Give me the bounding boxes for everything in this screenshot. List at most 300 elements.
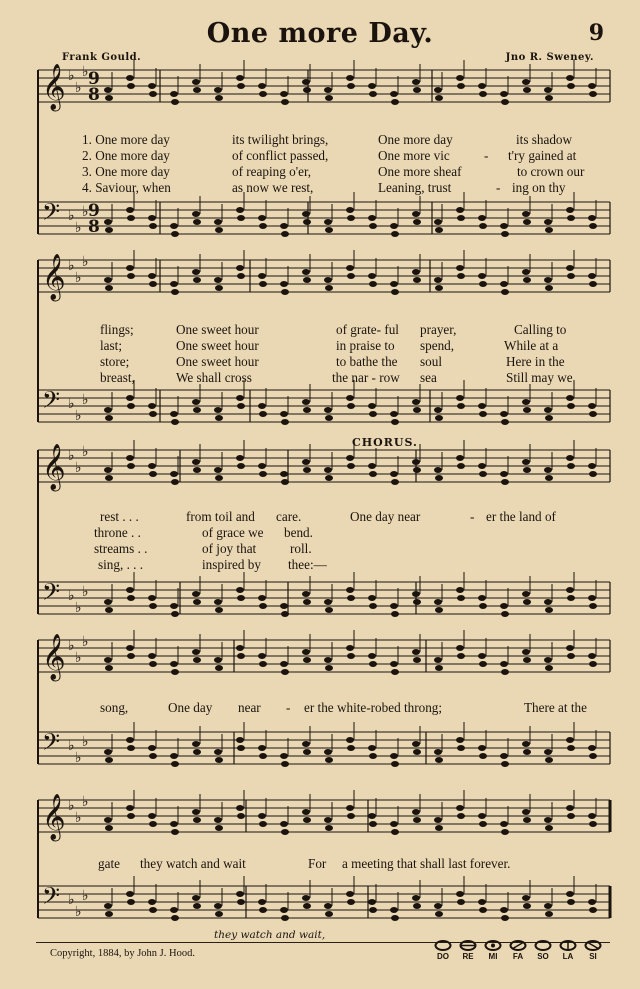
flat-sign-icon: ♭ [75, 600, 82, 616]
note-head [171, 289, 179, 295]
note-head [391, 419, 399, 425]
note-head [148, 215, 156, 221]
solfege-fa [507, 940, 529, 961]
note-head [259, 471, 267, 477]
note-head [589, 411, 597, 417]
lyric-syllable: of grace we [202, 525, 264, 540]
note-head [347, 653, 355, 659]
note-head [325, 607, 333, 613]
note-head [105, 415, 113, 421]
lyric-syllable: to crown our [517, 164, 585, 179]
note-head [413, 407, 421, 413]
note-head [302, 211, 310, 217]
diamond-note-icon [484, 940, 502, 951]
note-head [457, 463, 465, 469]
note-head [105, 665, 113, 671]
note-head [588, 215, 596, 221]
note-head [479, 91, 487, 97]
note-head [148, 745, 156, 751]
note-head [457, 745, 465, 751]
note-head [544, 817, 552, 823]
lyric-line [36, 180, 610, 196]
lyric-line [36, 164, 610, 180]
note-head [237, 813, 245, 819]
note-head [214, 749, 222, 755]
note-head [215, 911, 223, 917]
lyric-syllable: - [470, 509, 475, 524]
note-head [566, 891, 574, 897]
note-head [456, 395, 464, 401]
note-head [237, 83, 245, 89]
treble-clef-icon: 𝄞 [42, 64, 66, 110]
note-head [434, 599, 442, 605]
note-head [126, 75, 134, 81]
note-head [545, 285, 553, 291]
note-head [434, 407, 442, 413]
note-head [566, 455, 574, 461]
copyright-notice: Copyright, 1884, by John J. Hood. [50, 948, 195, 959]
lyric-syllable: - [286, 700, 291, 715]
note-head [193, 87, 201, 93]
note-head [347, 813, 355, 819]
note-head [170, 661, 178, 667]
note-head [171, 419, 179, 425]
note-head [259, 661, 267, 667]
flat-sign-icon: ♭ [82, 584, 89, 600]
note-head [435, 285, 443, 291]
note-head [501, 99, 509, 105]
note-head [523, 467, 531, 473]
note-head [215, 285, 223, 291]
note-head [236, 265, 244, 271]
note-head [325, 475, 333, 481]
note-head [280, 907, 288, 913]
note-head [214, 407, 222, 413]
note-head [522, 809, 530, 815]
note-head [258, 83, 266, 89]
note-head [390, 603, 398, 609]
lyric-syllable: ing on thy [512, 180, 566, 195]
note-head [347, 463, 355, 469]
note-head [149, 661, 157, 667]
flat-sign-icon: ♭ [75, 810, 82, 826]
note-head [324, 657, 332, 663]
note-head [589, 223, 597, 229]
note-head [479, 281, 487, 287]
note-head [544, 277, 552, 283]
note-head [501, 611, 509, 617]
note-head [281, 419, 289, 425]
note-head [456, 891, 464, 897]
note-head [170, 821, 178, 827]
note-head [390, 411, 398, 417]
lyric-syllable: One sweet hour [176, 354, 259, 369]
note-head [280, 471, 288, 477]
note-head [215, 825, 223, 831]
note-head [391, 611, 399, 617]
note-head [258, 595, 266, 601]
flat-sign-icon: ♭ [82, 392, 89, 408]
flat-sign-icon: ♭ [68, 798, 75, 814]
lyric-syllable: a meeting that shall last forever. [342, 856, 511, 871]
note-head [303, 87, 311, 93]
lyric-syllable: sea [420, 370, 437, 385]
note-head [589, 91, 597, 97]
solfege-do [432, 940, 454, 961]
note-head [501, 669, 509, 675]
note-head [501, 419, 509, 425]
note-head [523, 817, 531, 823]
lyric-line [36, 132, 610, 148]
slashed-note-icon [584, 940, 602, 951]
flat-sign-icon: ♭ [75, 80, 82, 96]
note-head [500, 821, 508, 827]
note-head [369, 907, 377, 913]
note-head [523, 219, 531, 225]
semicircle-note-icon [459, 940, 477, 951]
note-head [523, 599, 531, 605]
note-head [435, 825, 443, 831]
note-head [171, 829, 179, 835]
note-head [478, 215, 486, 221]
note-head [523, 657, 531, 663]
lyric-syllable: er the white-robed throng; [304, 700, 443, 715]
note-head [126, 455, 134, 461]
time-signature-bottom: 8 [88, 217, 100, 237]
note-head [434, 657, 442, 663]
note-head [149, 91, 157, 97]
note-head [215, 475, 223, 481]
lyric-syllable: One day [168, 700, 213, 715]
note-head [368, 463, 376, 469]
flat-sign-icon: ♭ [82, 734, 89, 750]
note-head [479, 471, 487, 477]
note-head [456, 207, 464, 213]
note-head [478, 653, 486, 659]
note-head [412, 591, 420, 597]
note-head [302, 459, 310, 465]
lyric-syllable: near [238, 700, 261, 715]
note-head [500, 223, 508, 229]
lyric-syllable: spend, [420, 338, 455, 353]
lyric-syllable: er the land of [486, 509, 556, 524]
note-head [303, 219, 311, 225]
note-head [214, 903, 222, 909]
flat-sign-icon: ♭ [68, 208, 75, 224]
lyric-syllable: throne . . [94, 525, 141, 540]
note-head [192, 269, 200, 275]
treble-clef-icon: 𝄞 [42, 254, 66, 300]
note-head [149, 281, 157, 287]
lyric-syllable: Calling to [514, 322, 567, 337]
note-head [567, 653, 575, 659]
note-head [171, 669, 179, 675]
note-head [457, 653, 465, 659]
note-head [567, 403, 575, 409]
note-head [280, 223, 288, 229]
note-head [215, 607, 223, 613]
note-head [149, 821, 157, 827]
note-head [501, 761, 509, 767]
treble-clef-icon: 𝄞 [42, 634, 66, 680]
note-head [193, 407, 201, 413]
note-head [457, 595, 465, 601]
note-head [500, 603, 508, 609]
solfege-label: FA [512, 952, 524, 961]
lyric-syllable: of joy that [202, 541, 257, 556]
note-head [544, 749, 552, 755]
note-head [457, 215, 465, 221]
note-head [545, 475, 553, 481]
bass-lyric-annotation: they watch and wait, [214, 929, 326, 941]
note-head [215, 757, 223, 763]
note-head [214, 657, 222, 663]
note-head [589, 603, 597, 609]
note-head [413, 749, 421, 755]
note-head [566, 395, 574, 401]
flat-sign-icon: ♭ [68, 638, 75, 654]
bass-clef-icon: 𝄢 [42, 728, 61, 761]
note-head [259, 603, 267, 609]
note-head [589, 907, 597, 913]
note-head [302, 399, 310, 405]
note-head [412, 895, 420, 901]
note-head [325, 285, 333, 291]
lyric-syllable: care. [276, 509, 302, 524]
note-head [500, 281, 508, 287]
note-head [149, 603, 157, 609]
solfege-label: RE [462, 952, 474, 961]
note-head [104, 657, 112, 663]
note-head [127, 653, 135, 659]
note-head [192, 809, 200, 815]
note-head [303, 657, 311, 663]
solfege-la [557, 940, 579, 961]
square-note-icon [559, 940, 577, 951]
note-head [104, 749, 112, 755]
lyric-syllable: of reaping o'er, [232, 164, 312, 179]
note-head [258, 653, 266, 659]
note-head [149, 907, 157, 913]
note-head [127, 463, 135, 469]
note-head [500, 411, 508, 417]
note-head [566, 265, 574, 271]
note-head [170, 753, 178, 759]
note-head [368, 899, 376, 905]
note-head [434, 817, 442, 823]
note-head [149, 471, 157, 477]
note-head [280, 411, 288, 417]
note-head [280, 753, 288, 759]
note-head [567, 745, 575, 751]
note-head [368, 403, 376, 409]
treble-clef-icon: 𝄞 [42, 794, 66, 840]
note-head [104, 219, 112, 225]
note-head [324, 219, 332, 225]
note-head [236, 805, 244, 811]
note-head [148, 899, 156, 905]
flat-sign-icon: ♭ [68, 588, 75, 604]
note-head [170, 411, 178, 417]
lyric-syllable: breast, [100, 370, 135, 385]
note-head [193, 903, 201, 909]
note-head [149, 223, 157, 229]
note-head [236, 395, 244, 401]
note-head [346, 805, 354, 811]
flat-sign-icon: ♭ [82, 64, 89, 80]
lyric-syllable: 1. One more day [82, 132, 170, 147]
lyric-syllable: soul [420, 354, 442, 369]
note-head [456, 455, 464, 461]
lyric-syllable: to bathe the [336, 354, 398, 369]
note-head [236, 207, 244, 213]
note-head [171, 99, 179, 105]
note-head [522, 399, 530, 405]
note-head [127, 273, 135, 279]
note-head [545, 415, 553, 421]
note-head [588, 463, 596, 469]
note-head [192, 459, 200, 465]
note-head [280, 603, 288, 609]
note-head [544, 407, 552, 413]
note-head [325, 825, 333, 831]
treble-clef-icon: 𝄞 [42, 444, 66, 490]
lyric-syllable: its shadow [516, 132, 573, 147]
note-head [171, 479, 179, 485]
note-head [369, 223, 377, 229]
note-head [567, 899, 575, 905]
note-head [192, 79, 200, 85]
note-head [302, 649, 310, 655]
note-head [369, 471, 377, 477]
note-head [127, 215, 135, 221]
note-head [368, 83, 376, 89]
lyric-syllable: Still may we [506, 370, 573, 385]
lyric-line [36, 370, 610, 386]
note-head [567, 813, 575, 819]
note-head [148, 273, 156, 279]
note-head [368, 273, 376, 279]
note-head [412, 649, 420, 655]
note-head [126, 645, 134, 651]
note-head [281, 289, 289, 295]
note-head [171, 231, 179, 237]
note-head [104, 599, 112, 605]
note-head [237, 653, 245, 659]
note-head [170, 907, 178, 913]
flat-sign-icon: ♭ [68, 258, 75, 274]
note-head [391, 231, 399, 237]
note-head [545, 665, 553, 671]
flat-sign-icon: ♭ [82, 794, 89, 810]
note-head [215, 665, 223, 671]
note-head [104, 87, 112, 93]
note-head [522, 211, 530, 217]
note-head [258, 463, 266, 469]
note-head [171, 761, 179, 767]
note-head [281, 611, 289, 617]
note-head [325, 911, 333, 917]
lyric-syllable: 4. Saviour, when [82, 180, 171, 195]
note-head [523, 407, 531, 413]
note-head [413, 817, 421, 823]
time-signature-top: 9 [88, 201, 100, 221]
note-head [545, 95, 553, 101]
lyric-syllable: There at the [524, 700, 587, 715]
note-head [302, 809, 310, 815]
note-head [522, 79, 530, 85]
note-head [369, 91, 377, 97]
note-head [567, 595, 575, 601]
note-head [302, 269, 310, 275]
note-head [390, 223, 398, 229]
note-head [588, 653, 596, 659]
note-head [237, 403, 245, 409]
bass-clef-icon: 𝄢 [42, 386, 61, 419]
note-head [479, 753, 487, 759]
note-head [434, 277, 442, 283]
note-head [324, 903, 332, 909]
note-head [456, 737, 464, 743]
note-head [435, 665, 443, 671]
lyric-syllable: We shall cross [176, 370, 252, 385]
note-head [501, 289, 509, 295]
flat-sign-icon: ♭ [82, 888, 89, 904]
note-head [148, 595, 156, 601]
note-head [237, 273, 245, 279]
lyric-syllable: roll. [290, 541, 312, 556]
note-head [390, 281, 398, 287]
flat-sign-icon: ♭ [75, 270, 82, 286]
note-head [479, 411, 487, 417]
note-head [214, 277, 222, 283]
note-head [303, 407, 311, 413]
round-note-icon [534, 940, 552, 951]
note-head [170, 281, 178, 287]
note-head [523, 277, 531, 283]
note-head [588, 403, 596, 409]
note-head [281, 915, 289, 921]
lyric-syllable: as now we rest, [232, 180, 314, 195]
note-head [412, 399, 420, 405]
note-head [567, 463, 575, 469]
note-head [369, 281, 377, 287]
solfege-legend [432, 940, 612, 980]
lyric-syllable: last; [100, 338, 122, 353]
solfege-label: SI [589, 952, 597, 961]
flag-note-icon [509, 940, 527, 951]
note-head [522, 649, 530, 655]
note-head [171, 915, 179, 921]
note-head [215, 227, 223, 233]
note-head [500, 91, 508, 97]
note-head [544, 219, 552, 225]
solfege-label: SO [537, 952, 549, 961]
note-head [126, 587, 134, 593]
note-head [567, 273, 575, 279]
note-head [412, 269, 420, 275]
lyric-syllable: of grate- ful [336, 322, 399, 337]
note-head [324, 87, 332, 93]
lyric-line [36, 509, 610, 525]
note-head [588, 813, 596, 819]
note-head [346, 207, 354, 213]
note-head [391, 289, 399, 295]
note-head [479, 907, 487, 913]
note-head [435, 911, 443, 917]
note-head [105, 757, 113, 763]
note-head [479, 223, 487, 229]
